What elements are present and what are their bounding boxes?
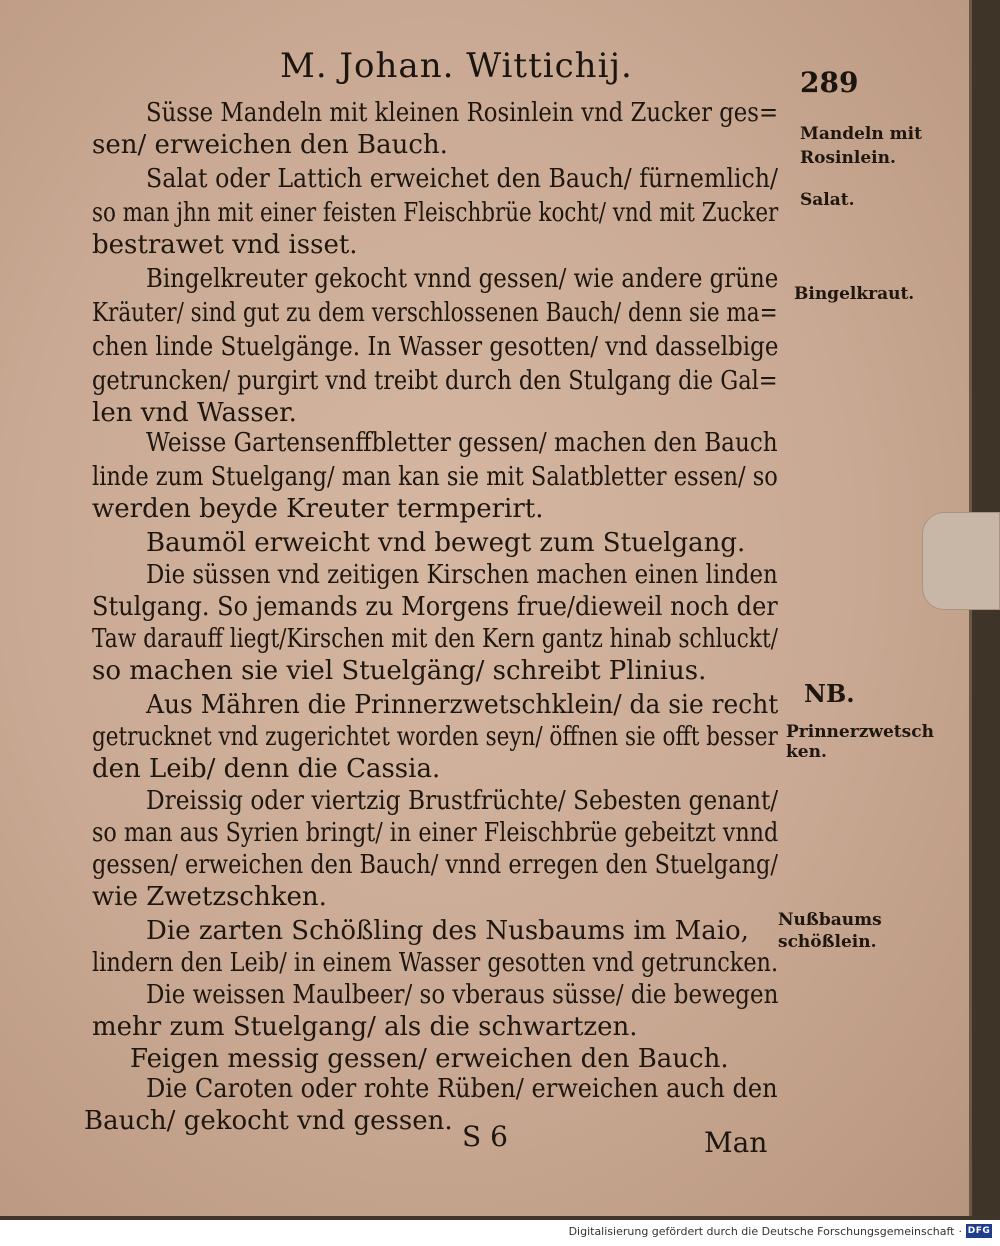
text-line: chen linde Stuelgänge. In Wasser gesotten/ vnd dasselbige	[92, 332, 779, 362]
text-line: Aus Mähren die Prinnerzwetschklein/ da sie recht	[146, 690, 779, 720]
text-line: bestrawet vnd isset.	[92, 230, 358, 260]
marginal-note: schößlein.	[778, 932, 877, 952]
page-number: 289	[800, 66, 859, 99]
text-line: so man jhn mit einer feisten Fleischbrüe kocht/ vnd mit Zucker	[92, 198, 779, 228]
text-line: lindern den Leib/ in einem Wasser gesotten vnd getruncken.	[92, 948, 779, 978]
text-line: gessen/ erweichen den Bauch/ vnnd erregen den Stuelgang/	[92, 850, 778, 880]
text-line: Süsse Mandeln mit kleinen Rosinlein vnd Zucker ges=	[146, 98, 779, 128]
text-line: werden beyde Kreuter termperirt.	[92, 494, 544, 524]
text-line: Baumöl erweicht vnd bewegt zum Stuelgang.	[146, 528, 746, 558]
dfg-logo-icon: DFG	[967, 1226, 991, 1236]
text-line: so man aus Syrien bringt/ in einer Fleischbrüe gebeitzt vnnd	[92, 818, 779, 848]
text-line: Bingelkreuter gekocht vnnd gessen/ wie andere grüne	[146, 264, 779, 294]
marginal-note: Rosinlein.	[800, 148, 896, 168]
text-line: Weisse Gartensenffbletter gessen/ machen den Bauch	[146, 428, 778, 458]
text-line: Salat oder Lattich erweichet den Bauch/ fürnemlich/	[146, 164, 778, 194]
text-line: Die zarten Schößling des Nusbaums im Maio,	[146, 916, 749, 946]
text-line: Taw darauff liegt/Kirschen mit den Kern gantz hinab schluckt/	[92, 624, 779, 654]
text-line: wie Zwetzschken.	[92, 882, 327, 912]
footer-credit: Digitalisierung gefördert durch die Deutsche Forschungsgemeinschaft · DFG	[568, 1224, 991, 1238]
catchword: Man	[704, 1126, 768, 1159]
marginal-note: Nußbaums	[778, 910, 882, 930]
text-line: Die süssen vnd zeitigen Kirschen machen einen linden	[146, 560, 778, 590]
marginal-note: Bingelkraut.	[794, 284, 915, 304]
text-line: getruncken/ purgirt vnd treibt durch den Stulgang die Gal=	[92, 366, 778, 396]
text-line: Dreissig oder viertzig Brustfrüchte/ Sebesten genant/	[146, 786, 779, 816]
signature-mark: S 6	[462, 1120, 508, 1153]
marginal-note: Prinnerzwetsch	[786, 722, 934, 742]
marginal-note: Mandeln mit	[800, 124, 922, 144]
text-line: Die weissen Maulbeer/ so vberaus süsse/ die bewegen	[146, 980, 779, 1010]
footer-credit-text: Digitalisierung gefördert durch die Deutsche Forschungsgemeinschaft	[568, 1224, 955, 1238]
text-line: len vnd Wasser.	[92, 398, 297, 428]
text-line: Die Caroten oder rohte Rüben/ erweichen auch den	[146, 1074, 778, 1104]
text-line: Feigen messig gessen/ erweichen den Bauch.	[130, 1044, 729, 1074]
text-line: so machen sie viel Stuelgäng/ schreibt Plinius.	[92, 656, 707, 686]
text-line: Bauch/ gekocht vnd gessen.	[84, 1106, 453, 1136]
text-line: sen/ erweichen den Bauch.	[92, 130, 448, 160]
text-line: linde zum Stuelgang/ man kan sie mit Salatbletter essen/ so	[92, 462, 778, 492]
text-line: mehr zum Stuelgang/ als die schwartzen.	[92, 1012, 638, 1042]
marginal-note: ken.	[786, 742, 827, 762]
running-title: M. Johan. Wittichij.	[280, 46, 633, 86]
text-line: den Leib/ denn die Cassia.	[92, 754, 441, 784]
marginal-note: NB.	[804, 679, 855, 708]
text-line: Kräuter/ sind gut zu dem verschlossenen Bauch/ denn sie ma=	[92, 298, 778, 328]
page-tab-marker	[922, 512, 1000, 610]
text-line: getrucknet vnd zugerichtet worden seyn/ öffnen sie offt besser	[92, 722, 778, 752]
text-line: Stulgang. So jemands zu Morgens frue/dieweil noch der	[92, 592, 778, 622]
marginal-note: Salat.	[800, 190, 855, 210]
